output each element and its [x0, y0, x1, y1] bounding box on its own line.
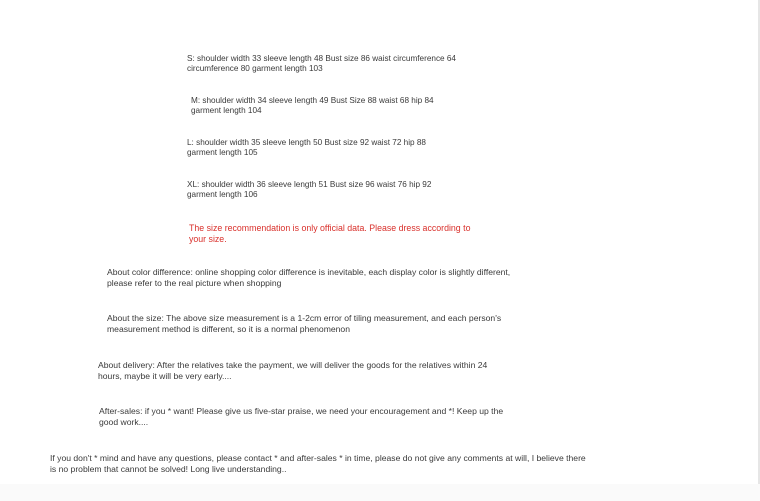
size-xl-spec: XL: shoulder width 36 sleeve length 51 Bust size 96 waist 76 hip 92 garment length 106	[187, 180, 432, 199]
size-s-spec: S: shoulder width 33 sleeve length 48 Bust size 86 waist circumference 64 circumference 80 garment length 103	[187, 54, 456, 73]
closing-message: If you don't * mind and have any questions, please contact * and after-sales * in time, please do not give any comments at will, I believe there is no problem that cannot be solved! Long live understanding..	[50, 453, 586, 474]
page-bottom-band	[0, 484, 760, 501]
size-m-spec: M: shoulder width 34 sleeve length 49 Bust Size 88 waist 68 hip 84 garment length 104	[191, 96, 434, 115]
size-error-notice: About the size: The above size measurement is a 1-2cm error of tiling measurement, and each person's measurement method is different, so it is a normal phenomenon	[107, 313, 502, 334]
size-l-spec: L: shoulder width 35 sleeve length 50 Bust size 92 waist 72 hip 88 garment length 105	[187, 138, 426, 157]
after-sales-notice: After-sales: if you * want! Please give us five-star praise, we need your encouragement and *! Keep up the good work....	[99, 406, 504, 427]
size-recommendation-note: The size recommendation is only official data. Please dress according to your size.	[189, 223, 471, 244]
color-difference-notice: About color difference: online shopping color difference is inevitable, each display color is slightly different, please refer to the real picture when shopping	[107, 267, 511, 288]
delivery-notice: About delivery: After the relatives take the payment, we will deliver the goods for the relatives within 24 hours, maybe it will be very early....	[98, 360, 488, 381]
